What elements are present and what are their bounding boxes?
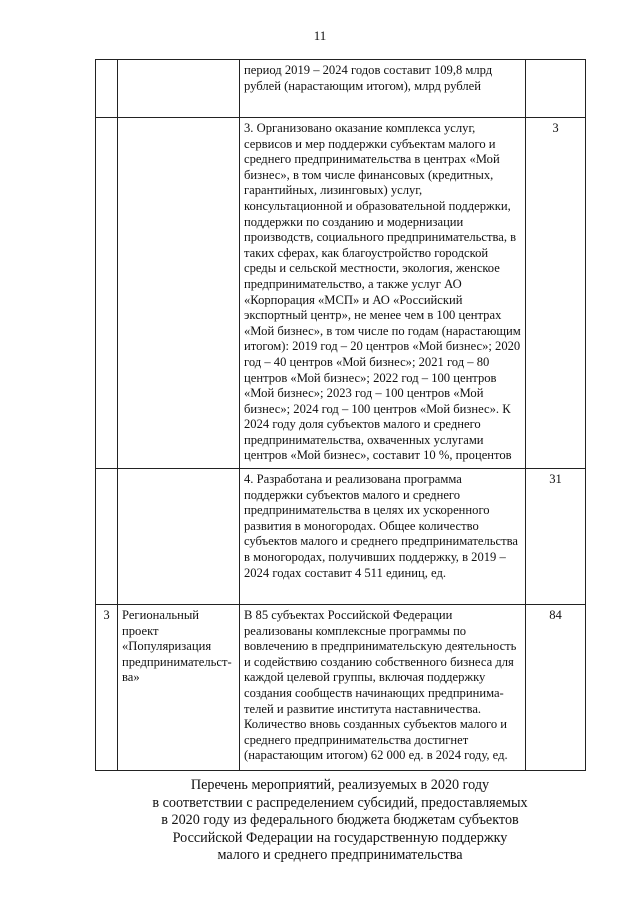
number-cell: 3 <box>96 605 118 771</box>
value-cell: 31 <box>526 469 586 605</box>
table-row <box>96 605 586 771</box>
heading-line: малого и среднего предпринимательства <box>217 847 463 863</box>
description-cell: В 85 субъектах Российской Федерации реализованы комплексные программы по вовлечению в предпринимательскую деятельность и содействию созданию собственного бизнеса для каждой целевой группы, включая поддержку создания сообществ начинающих предпринима-телей и развитие института наставничества. Количество вновь созданных субъектов малого и среднего предпринимательства достигнет (нарастающим итогом) 62 000 ед. в 2024 году, ед. <box>240 605 526 771</box>
table-row <box>96 469 586 605</box>
value-cell <box>526 60 586 118</box>
description-cell: 3. Организовано оказание комплекса услуг, сервисов и мер поддержки субъектам малого и среднего предпринимательства в центрах «Мой бизнес», в том числе финансовых (кредитных, гарантийных, лизинговых) услуг, консультационной и образовательной поддержки, поддержки по созданию и модернизации производств, социального предпринимательства, в таких сферах, как благоустройство городской среды и сельской местности, экология, женское предпринимательство, а также услуг АО «Корпорация «МСП» и АО «Российский экспортный центр», не менее чем в 100 центрах «Мой бизнес», в том числе по годам (нарастающим итогом): 2019 год – 20 центров «Мой бизнес»; 2020 год – 40 центров «Мой бизнес»; 2021 год – 80 центров «Мой бизнес»; 2022 год – 100 центров «Мой бизнес»; 2023 год – 100 центров «Мой бизнес»; 2024 год – 100 центров «Мой бизнес». К 2024 году доля субъектов малого и среднего предпринимательства, охваченных услугами центров «Мой бизнес», составит 10 %, процентов <box>240 118 526 469</box>
number-cell <box>96 469 118 605</box>
table-row <box>96 60 586 118</box>
heading-line: Российской Федерации на государственную поддержку <box>172 829 508 846</box>
number-cell <box>96 118 118 469</box>
number-cell <box>96 60 118 118</box>
description-cell: 4. Разработана и реализована программа поддержки субъектов малого и среднего предпринимательства в целях их ускоренного развития в моногородах. Общее количество субъектов малого и среднего предпринимательства в моногородах, получивших поддержку, в 2019 – 2024 годах составит 4 511 единиц, ед. <box>240 469 526 605</box>
value-cell: 3 <box>526 118 586 469</box>
description-cell: период 2019 – 2024 годов составит 109,8 млрд рублей (нарастающим итогом), млрд рублей <box>240 60 526 118</box>
page-number: 11 <box>313 28 327 43</box>
project-cell <box>118 469 240 605</box>
value-cell: 84 <box>526 605 586 771</box>
heading-line: в 2020 году из федерального бюджета бюджетам субъектов <box>161 812 519 828</box>
heading-line: в соответствии с распределением субсидий, предоставляемых <box>152 794 528 811</box>
section-heading <box>120 777 560 865</box>
heading-line: Перечень мероприятий, реализуемых в 2020 году <box>190 777 490 793</box>
project-cell <box>118 60 240 118</box>
measures-table <box>95 59 586 771</box>
table-row <box>96 118 586 469</box>
project-cell: Региональный проект «Популяризация предпринимательст-ва» <box>118 605 240 771</box>
project-cell <box>118 118 240 469</box>
